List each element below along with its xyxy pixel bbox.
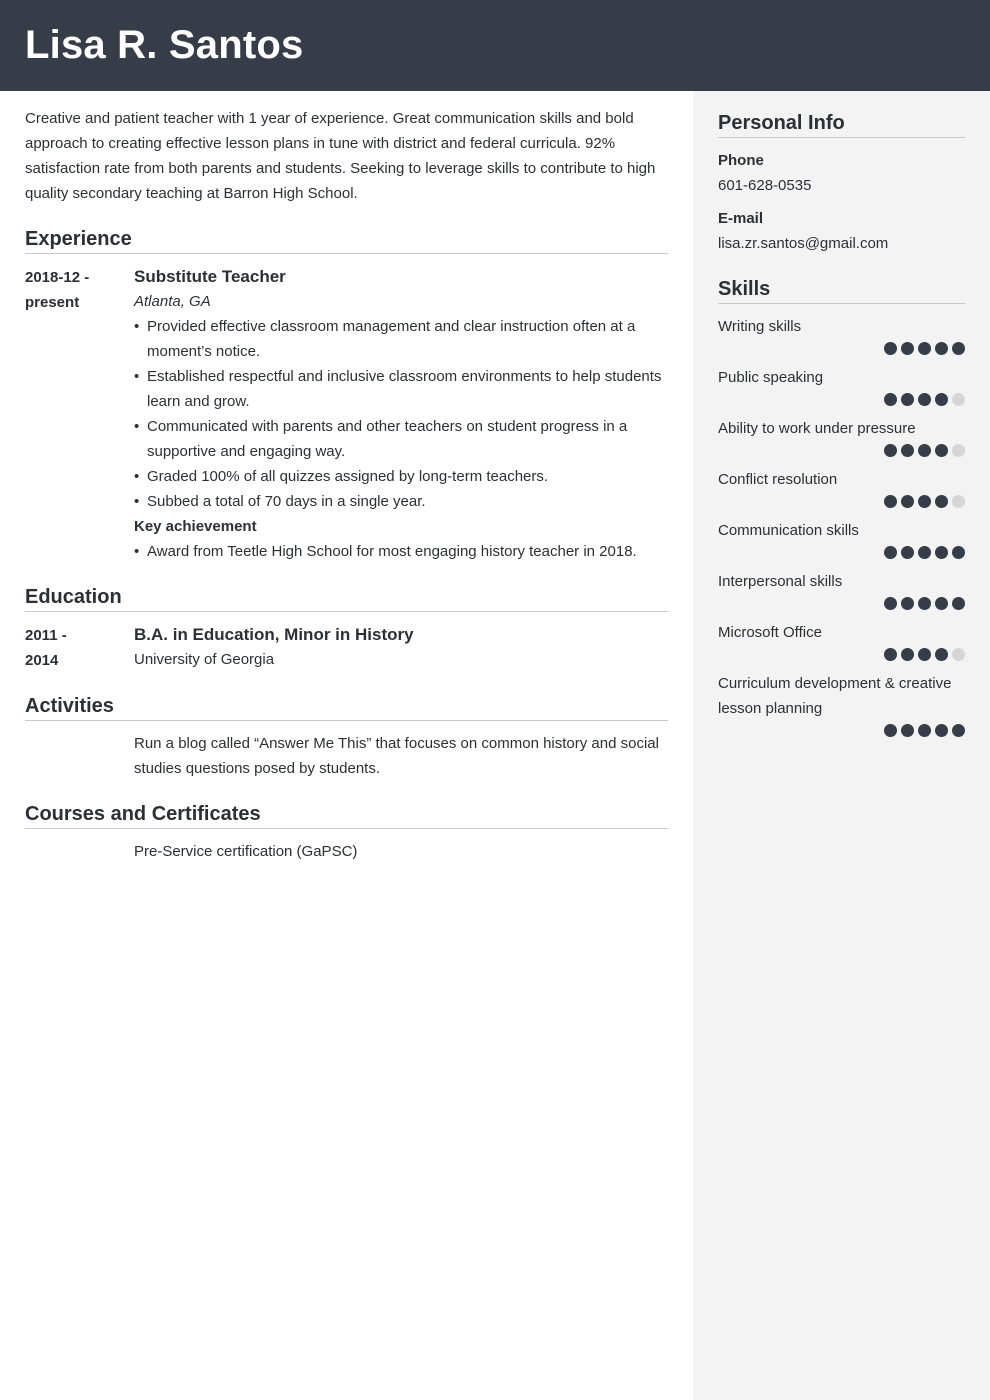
skill-name: Conflict resolution <box>718 471 838 488</box>
skill-item <box>718 620 965 661</box>
experience-date-start: 2018-12 - <box>25 269 90 286</box>
rating-dot-filled-icon <box>884 648 897 661</box>
rating-dot-filled-icon <box>935 393 948 406</box>
email-label: E-mail <box>718 210 764 227</box>
rating-dot-filled-icon <box>884 597 897 610</box>
rating-dot-filled-icon <box>935 648 948 661</box>
achievement-bullets <box>134 539 668 564</box>
rating-dot-filled-icon <box>935 444 948 457</box>
summary-text: Creative and patient teacher with 1 year of experience. Great communication skills and bold approach to creating effective lesson plans in tune with district and federal curricula. 92% satisfaction rate from both parents and students. Seeking to leverage skills to contribute to high quality secondary teaching at Barron High School. <box>25 110 656 202</box>
skill-rating <box>718 393 965 406</box>
rating-dot-filled-icon <box>918 546 931 559</box>
school-name: University of Georgia <box>134 651 275 668</box>
rating-dot-filled-icon <box>918 724 931 737</box>
experience-section <box>25 226 668 564</box>
skill-rating <box>718 724 965 737</box>
email-group <box>718 206 965 256</box>
experience-entry <box>25 264 668 564</box>
candidate-name: Lisa R. Santos <box>25 23 304 67</box>
experience-bullets <box>134 314 668 514</box>
rating-dot-filled-icon <box>884 393 897 406</box>
experience-date-end: present <box>25 294 80 311</box>
courses-text: Pre-Service certification (GaPSC) <box>134 843 358 860</box>
sidebar-content <box>718 110 965 737</box>
rating-dot-filled-icon <box>918 597 931 610</box>
main-column <box>25 106 668 864</box>
experience-heading: Experience <box>25 226 668 254</box>
skill-item <box>718 416 965 457</box>
activities-heading: Activities <box>25 693 668 721</box>
experience-body <box>134 264 668 564</box>
skill-rating <box>718 597 965 610</box>
job-title: Substitute Teacher <box>134 267 286 286</box>
phone-group <box>718 148 965 198</box>
courses-entry <box>25 839 668 864</box>
email-value: lisa.zr.santos@gmail.com <box>718 235 889 252</box>
activities-section <box>25 693 668 781</box>
job-location: Atlanta, GA <box>134 293 211 310</box>
rating-dot-filled-icon <box>884 342 897 355</box>
skill-item <box>718 314 965 355</box>
skill-rating <box>718 546 965 559</box>
skill-name: Communication skills <box>718 522 859 539</box>
list-item: • Established respectful and inclusive classroom environments to help students learn and grow. <box>134 364 668 414</box>
rating-dot-filled-icon <box>918 495 931 508</box>
skill-name: Ability to work under pressure <box>718 420 916 437</box>
education-entry <box>25 622 668 673</box>
rating-dot-filled-icon <box>918 393 931 406</box>
skill-rating <box>718 342 965 355</box>
skill-item <box>718 467 965 508</box>
rating-dot-filled-icon <box>935 495 948 508</box>
sidebar <box>693 91 990 1400</box>
rating-dot-filled-icon <box>901 648 914 661</box>
rating-dot-filled-icon <box>901 546 914 559</box>
rating-dot-empty-icon <box>952 648 965 661</box>
rating-dot-filled-icon <box>935 724 948 737</box>
rating-dot-filled-icon <box>918 648 931 661</box>
activities-date-spacer <box>25 731 134 781</box>
list-item: • Provided effective classroom management and clear instruction often at a moment’s notice. <box>134 314 668 364</box>
rating-dot-filled-icon <box>952 597 965 610</box>
education-date-end: 2014 <box>25 652 59 669</box>
rating-dot-filled-icon <box>901 495 914 508</box>
education-date-start: 2011 - <box>25 627 67 644</box>
rating-dot-filled-icon <box>935 597 948 610</box>
rating-dot-filled-icon <box>918 342 931 355</box>
list-item: • Graded 100% of all quizzes assigned by long-term teachers. <box>134 464 668 489</box>
skill-name: Curriculum development & creative lesson planning <box>718 675 952 717</box>
degree-title: B.A. in Education, Minor in History <box>134 625 414 644</box>
rating-dot-filled-icon <box>884 495 897 508</box>
skill-item <box>718 518 965 559</box>
rating-dot-filled-icon <box>884 444 897 457</box>
rating-dot-filled-icon <box>935 546 948 559</box>
rating-dot-filled-icon <box>901 342 914 355</box>
skill-rating <box>718 648 965 661</box>
skills-list <box>718 314 965 737</box>
phone-label: Phone <box>718 152 764 169</box>
rating-dot-filled-icon <box>952 724 965 737</box>
list-item: • Communicated with parents and other teachers on student progress in a supportive and engaging way. <box>134 414 668 464</box>
activities-text: Run a blog called “Answer Me This” that focuses on common history and social studies questions posed by students. <box>134 735 659 777</box>
rating-dot-filled-icon <box>901 724 914 737</box>
skills-section <box>718 276 965 737</box>
skill-item <box>718 569 965 610</box>
education-heading: Education <box>25 584 668 612</box>
rating-dot-empty-icon <box>952 393 965 406</box>
rating-dot-empty-icon <box>952 495 965 508</box>
rating-dot-filled-icon <box>918 444 931 457</box>
rating-dot-filled-icon <box>884 724 897 737</box>
activities-entry <box>25 731 668 781</box>
skills-heading: Skills <box>718 276 965 304</box>
personal-info-heading: Personal Info <box>718 110 965 138</box>
rating-dot-filled-icon <box>952 342 965 355</box>
list-item: • Award from Teetle High School for most engaging history teacher in 2018. <box>134 539 668 564</box>
key-achievement-label: Key achievement <box>134 518 257 535</box>
skill-item <box>718 671 965 737</box>
list-item: • Subbed a total of 70 days in a single year. <box>134 489 668 514</box>
rating-dot-filled-icon <box>901 597 914 610</box>
rating-dot-filled-icon <box>884 546 897 559</box>
education-section <box>25 584 668 673</box>
courses-heading: Courses and Certificates <box>25 801 668 829</box>
skill-name: Writing skills <box>718 318 802 335</box>
rating-dot-empty-icon <box>952 444 965 457</box>
skill-name: Microsoft Office <box>718 624 822 641</box>
skill-item <box>718 365 965 406</box>
experience-dates <box>25 264 134 564</box>
rating-dot-filled-icon <box>901 393 914 406</box>
rating-dot-filled-icon <box>935 342 948 355</box>
skill-name: Interpersonal skills <box>718 573 843 590</box>
phone-value: 601-628-0535 <box>718 177 812 194</box>
resume-header <box>0 0 990 91</box>
rating-dot-filled-icon <box>952 546 965 559</box>
courses-section <box>25 801 668 864</box>
skill-rating <box>718 444 965 457</box>
courses-date-spacer <box>25 839 134 864</box>
skill-rating <box>718 495 965 508</box>
skill-name: Public speaking <box>718 369 824 386</box>
rating-dot-filled-icon <box>901 444 914 457</box>
education-body <box>134 622 668 673</box>
education-dates <box>25 622 134 673</box>
